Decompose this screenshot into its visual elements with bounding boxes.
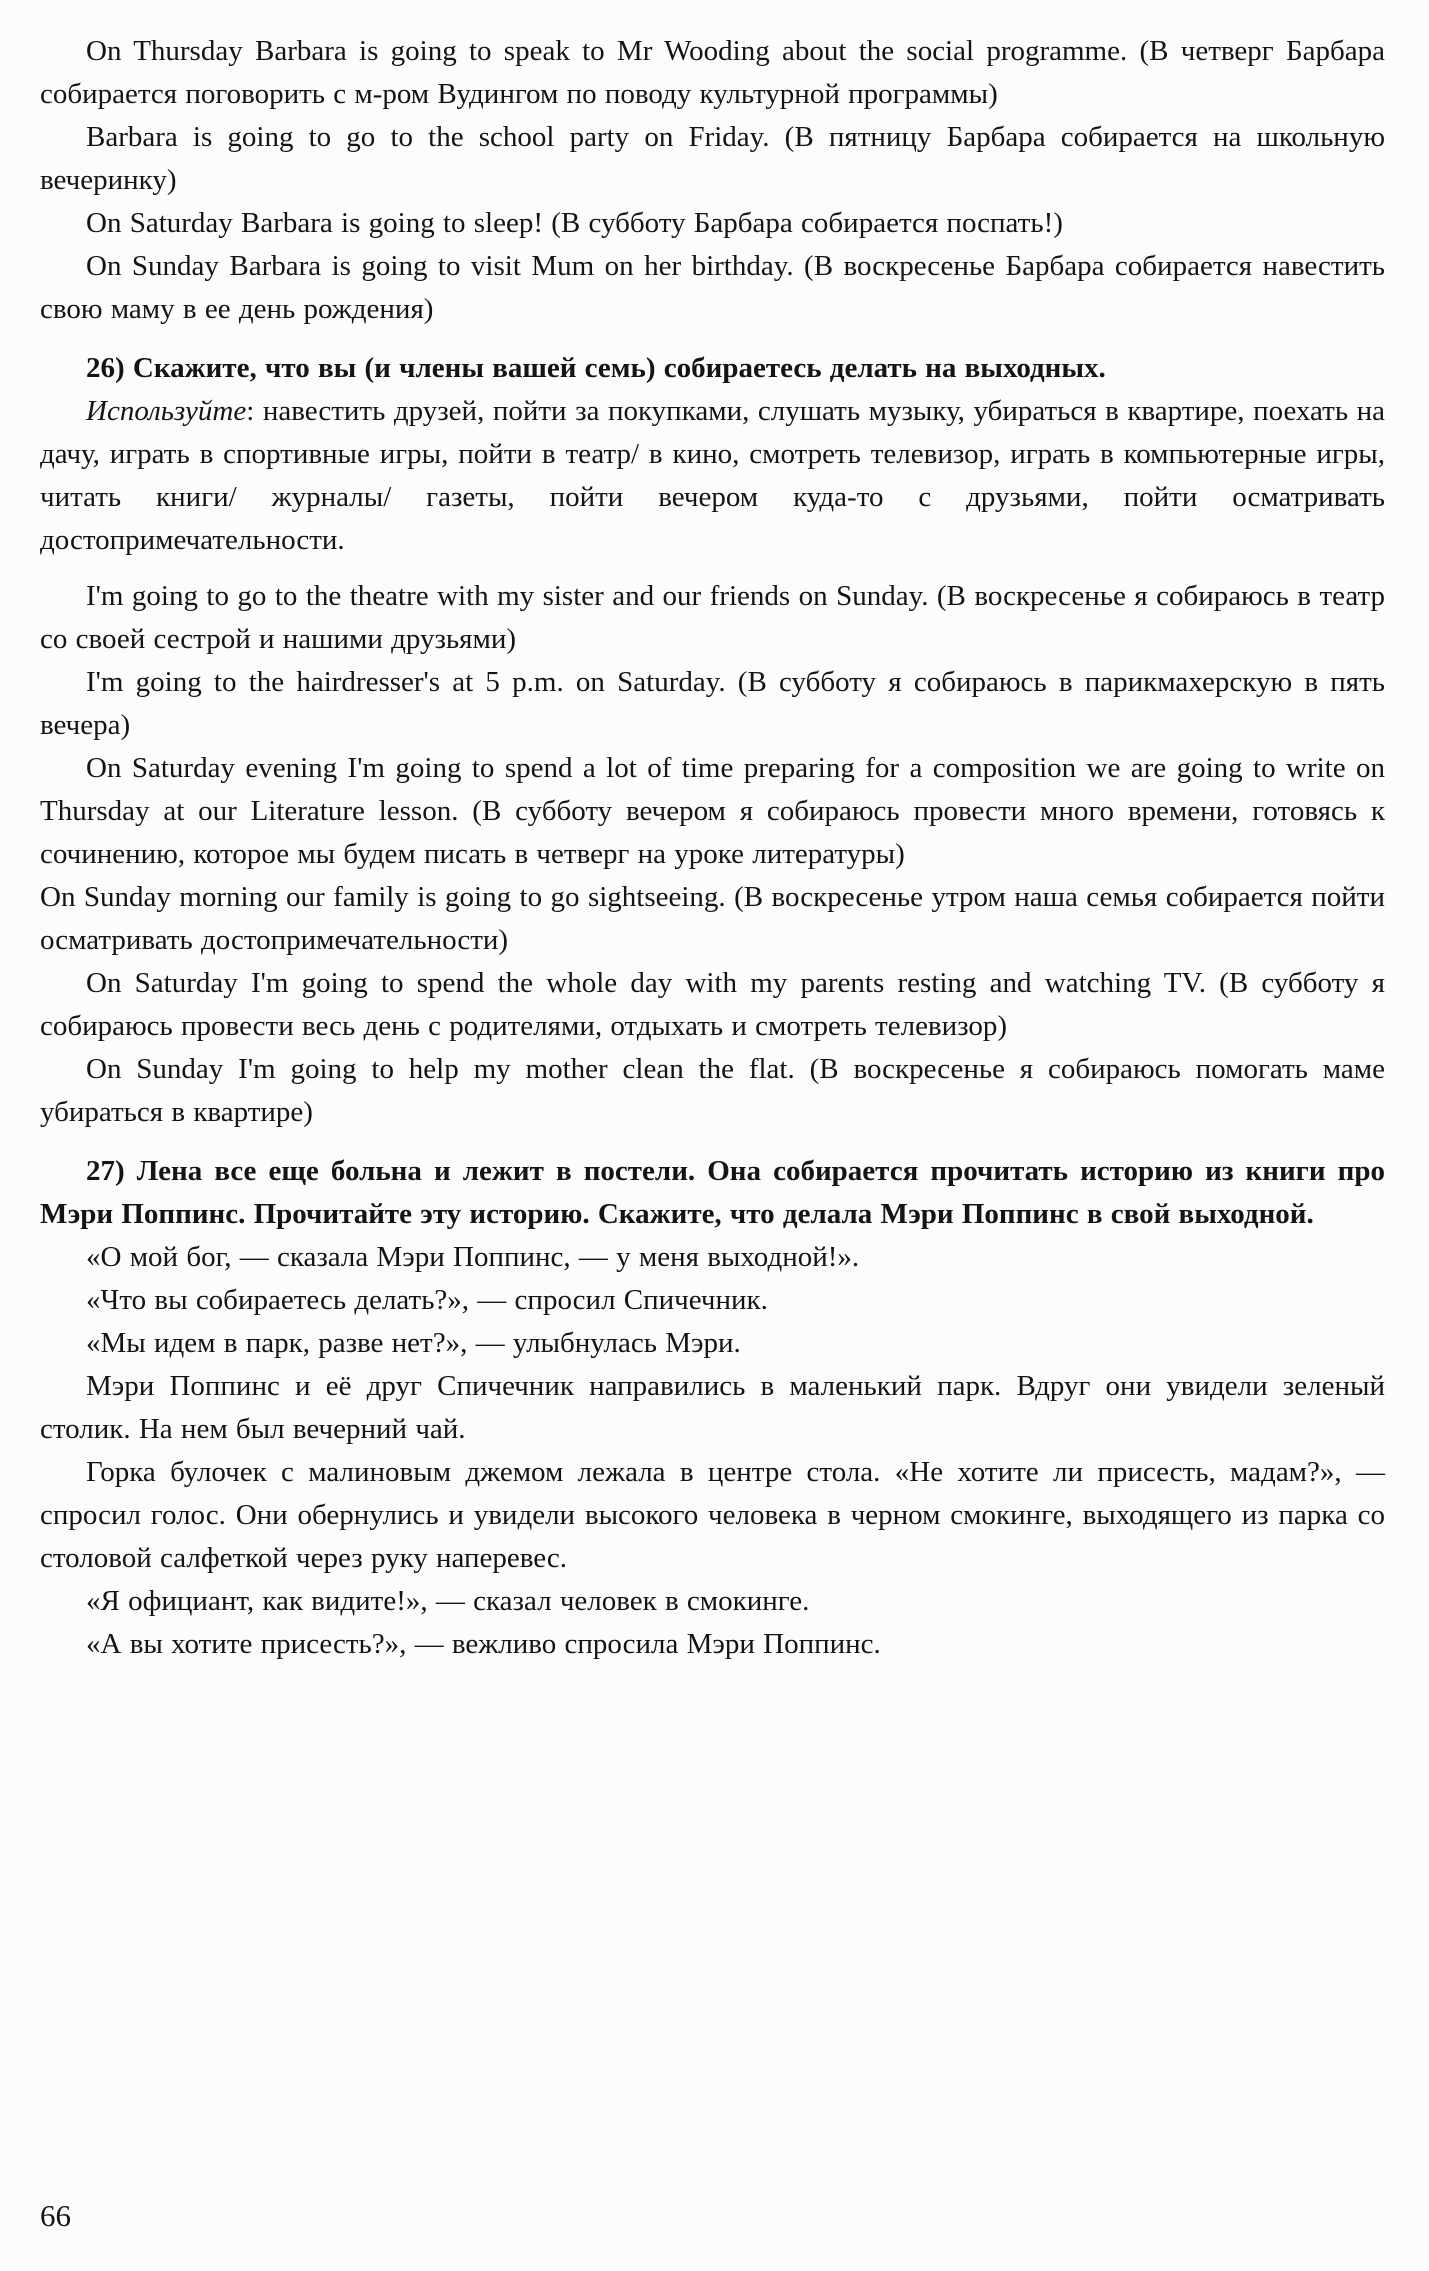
intro-paragraph-thursday: On Thursday Barbara is going to speak to Mr Wooding about the social programme. (В четверг Барбара собирается поговорить с м-ром Вудингом по поводу культурной программы) — [40, 35, 1385, 110]
exercise-27-story-line: «Мы идем в парк, разве нет?», — улыбнулась Мэри. — [86, 1327, 741, 1359]
exercise-27-story-line: Горка булочек с малиновым джемом лежала в центре стола. «Не хотите ли присесть, мадам?», — спросил голос. Они обернулись и увидели высокого человека в черном смокинге, выходящего из парка со столовой салфеткой через руку наперевес. — [40, 1456, 1385, 1574]
exercise-26-answer: I'm going to the hairdresser's at 5 p.m. on Saturday. (В субботу я собираюсь в парикмахерскую в пять вечера) — [40, 666, 1385, 741]
exercise-26-answer: On Sunday morning our family is going to go sightseeing. (В воскресенье утром наша семья собирается пойти осматривать достопримечательности) — [40, 881, 1385, 956]
exercise-26-uses-paragraph — [40, 390, 1385, 562]
exercise-27-story-line: Мэри Поппинс и её друг Спичечник направились в маленький парк. Вдруг они увидели зеленый столик. На нем был вечерний чай. — [40, 1370, 1385, 1445]
exercise-26-answer: On Sunday I'm going to help my mother clean the flat. (В воскресенье я собираюсь помогать маме убираться в квартире) — [40, 1053, 1385, 1128]
intro-paragraph-saturday: On Saturday Barbara is going to sleep! (В субботу Барбара собирается поспать!) — [86, 207, 1063, 239]
exercise-27-story-line: «Что вы собираетесь делать?», — спросил Спичечник. — [86, 1284, 768, 1316]
uses-text: : навестить друзей, пойти за покупками, слушать музыку, убираться в квартире, поехать на дачу, играть в спортивные игры, пойти в театр/ в кино, смотреть телевизор, играть в компьютерные игры, читать книги/ журналы/ газеты, пойти вечером куда-то с друзьями, пойти осматривать достопримечательности. — [40, 395, 1385, 556]
exercise-27-story-line: «А вы хотите присесть?», — вежливо спросила Мэри Поппинс. — [86, 1628, 881, 1660]
exercise-26-heading: 26) Скажите, что вы (и члены вашей семь) собираетесь делать на выходных. — [86, 352, 1106, 384]
exercise-26-answer: I'm going to go to the theatre with my sister and our friends on Sunday. (В воскресенье я собираюсь в театр со своей сестрой и нашими друзьями) — [40, 580, 1385, 655]
exercise-27-heading: 27) Лена все еще больна и лежит в постели. Она собирается прочитать историю из книги про Мэри Поппинс. Прочитайте эту историю. Скажите, что делала Мэри Поппинс в свой выходной. — [40, 1155, 1385, 1230]
uses-label: Используйте — [86, 395, 247, 427]
intro-paragraph-sunday: On Sunday Barbara is going to visit Mum on her birthday. (В воскресенье Барбара собирается навестить свою маму в ее день рождения) — [40, 250, 1385, 325]
exercise-27-story-line: «Я официант, как видите!», — сказал человек в смокинге. — [86, 1585, 810, 1617]
exercise-26-answer: On Saturday I'm going to spend the whole day with my parents resting and watching TV. (В субботу я собираюсь провести весь день с родителями, отдыхать и смотреть телевизор) — [40, 967, 1385, 1042]
exercise-26-answer: On Saturday evening I'm going to spend a lot of time preparing for a composition we are going to write on Thursday at our Literature lesson. (В субботу вечером я собираюсь провести много времени, готовясь к сочинению, которое мы будем писать в четверг на уроке литературы) — [40, 752, 1385, 870]
page-number: 66 — [40, 2198, 71, 2233]
intro-paragraph-friday: Barbara is going to go to the school party on Friday. (В пятницу Барбара собирается на школьную вечеринку) — [40, 121, 1385, 196]
exercise-27-story-line: «О мой бог, — сказала Мэри Поппинс, — у меня выходной!». — [86, 1241, 860, 1273]
